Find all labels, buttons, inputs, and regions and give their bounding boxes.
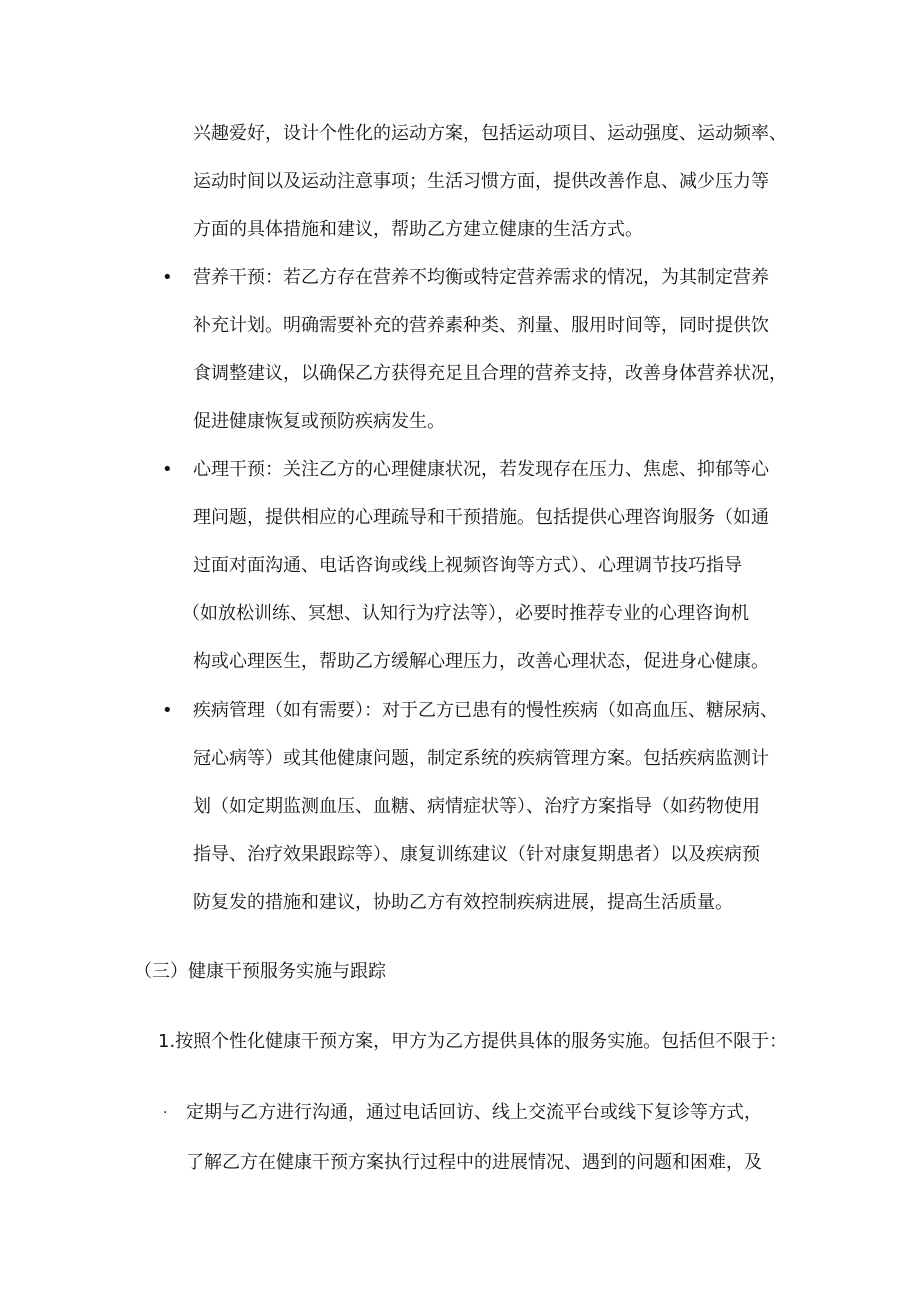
paragraph-line: 方面的具体措施和建议，帮助乙方建立健康的生活方式。 (193, 219, 643, 240)
bullet-line: 理问题，提供相应的心理疏导和干预措施。包括提供心理咨询服务（如通 (193, 507, 769, 528)
bullet-line: 构或心理医生，帮助乙方缓解心理压力，改善心理状态，促进身心健康。 (193, 651, 769, 672)
sub-item-line: 定期与乙方进行沟通，通过电话回访、线上交流平台或线下复诊等方式， (186, 1102, 762, 1123)
bullet-icon: • (162, 700, 173, 721)
sub-item-line: 了解乙方在健康干预方案执行过程中的进展情况、遇到的问题和困难，及 (186, 1152, 762, 1173)
numbered-item: 1.按照个性化健康干预方案，甲方为乙方提供具体的服务实施。包括但不限于： (158, 1031, 788, 1052)
bullet-icon: • (162, 267, 173, 288)
bullet-line: 指导、治疗效果跟踪等）、康复训练建议（针对康复期患者）以及疾病预 (193, 844, 760, 865)
bullet-line: 防复发的措施和建议，协助乙方有效控制疾病进展，提高生活质量。 (193, 892, 733, 913)
bullet-line: 营养干预：若乙方存在营养不均衡或特定营养需求的情况，为其制定营养 (193, 267, 769, 288)
section-heading: （三）健康干预服务实施与跟踪 (134, 961, 386, 982)
bullet-line: 冠心病等）或其他健康问题，制定系统的疾病管理方案。包括疾病监测计 (193, 748, 769, 769)
bullet-line: 过面对面沟通、电话咨询或线上视频咨询等方式）、心理调节技巧指导 (193, 555, 742, 576)
bullet-line: 食调整建议，以确保乙方获得充足且合理的营养支持，改善身体营养状况， (193, 363, 787, 384)
bullet-line: 划（如定期监测血压、血糖、病情症状等）、治疗方案指导（如药物使用 (193, 796, 760, 817)
paragraph-line: 兴趣爱好，设计个性化的运动方案，包括运动项目、运动强度、运动频率、 (193, 123, 787, 144)
bullet-line: 疾病管理（如有需要）：对于乙方已患有的慢性疾病（如高血压、糖尿病、 (193, 700, 778, 721)
bullet-line: （如放松训练、冥想、认知行为疗法等），必要时推荐专业的心理咨询机 (182, 603, 749, 624)
bullet-icon: • (162, 459, 173, 480)
bullet-line: 心理干预：关注乙方的心理健康状况，若发现存在压力、焦虑、抑郁等心 (193, 459, 769, 480)
bullet-icon: · (163, 1105, 168, 1121)
bullet-line: 促进健康恢复或预防疾病发生。 (193, 411, 445, 432)
bullet-line: 补充计划。明确需要补充的营养素种类、剂量、服用时间等，同时提供饮 (193, 315, 769, 336)
paragraph-line: 运动时间以及运动注意事项；生活习惯方面，提供改善作息、减少压力等 (193, 171, 769, 192)
